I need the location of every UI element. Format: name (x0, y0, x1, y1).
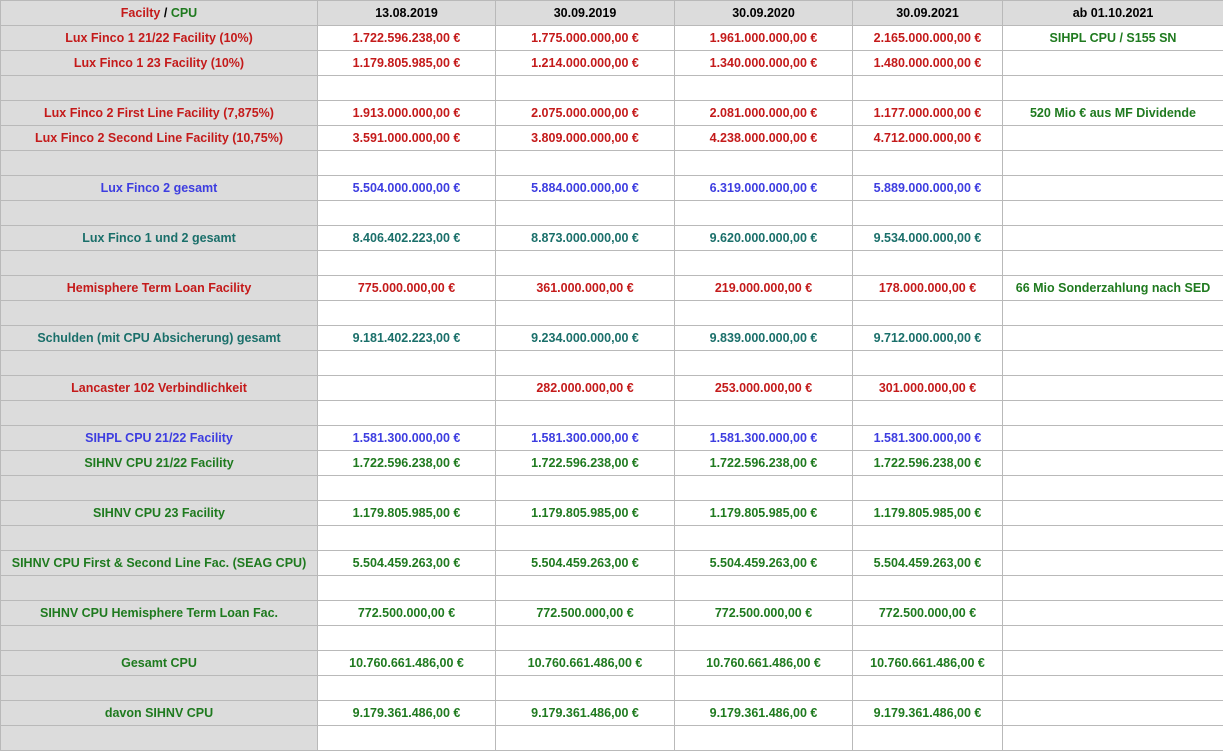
value-cell[interactable]: 253.000.000,00 € (675, 376, 853, 401)
row-label-cell[interactable] (1, 576, 318, 601)
value-cell[interactable]: 10.760.661.486,00 € (496, 651, 675, 676)
note-cell[interactable] (1003, 551, 1223, 576)
table-body (1, 26, 1223, 751)
row-label-cell[interactable] (1, 526, 318, 551)
note-cell[interactable] (1003, 126, 1223, 151)
value-cell[interactable] (853, 526, 1003, 551)
value-cell[interactable]: 5.504.459.263,00 € (318, 551, 496, 576)
value-cell[interactable]: 1.581.300.000,00 € (496, 426, 675, 451)
value-cell[interactable] (318, 251, 496, 276)
value-cell[interactable]: 9.839.000.000,00 € (675, 326, 853, 351)
value-cell[interactable]: 361.000.000,00 € (496, 276, 675, 301)
value-cell[interactable]: 4.712.000.000,00 € (853, 126, 1003, 151)
header-cpu-label: CPU (171, 6, 197, 20)
value-cell[interactable]: 1.179.805.985,00 € (318, 501, 496, 526)
row-label-cell[interactable]: Lancaster 102 Verbindlichkeit (1, 376, 318, 401)
value-cell[interactable]: 10.760.661.486,00 € (318, 651, 496, 676)
row-label-cell[interactable]: SIHNV CPU First & Second Line Fac. (SEAG CPU) (1, 551, 318, 576)
value-cell[interactable]: 6.319.000.000,00 € (675, 176, 853, 201)
value-cell[interactable]: 5.504.459.263,00 € (675, 551, 853, 576)
note-cell[interactable] (1003, 526, 1223, 551)
value-cell[interactable] (318, 676, 496, 701)
table-row (1, 676, 1223, 701)
value-cell[interactable]: 1.340.000.000,00 € (675, 51, 853, 76)
value-cell[interactable] (318, 726, 496, 751)
value-cell[interactable] (318, 376, 496, 401)
note-cell[interactable] (1003, 176, 1223, 201)
value-cell[interactable] (853, 301, 1003, 326)
row-label-cell[interactable]: Lux Finco 1 und 2 gesamt (1, 226, 318, 251)
note-cell[interactable] (1003, 651, 1223, 676)
value-cell[interactable]: 3.809.000.000,00 € (496, 126, 675, 151)
value-cell[interactable] (675, 726, 853, 751)
row-label-cell[interactable]: Lux Finco 2 gesamt (1, 176, 318, 201)
row-label-cell[interactable]: Lux Finco 1 21/22 Facility (10%) (1, 26, 318, 51)
value-cell[interactable] (496, 76, 675, 101)
value-cell[interactable] (318, 576, 496, 601)
value-cell[interactable]: 1.961.000.000,00 € (675, 26, 853, 51)
value-cell[interactable] (853, 476, 1003, 501)
value-cell[interactable]: 1.179.805.985,00 € (318, 51, 496, 76)
value-cell[interactable]: 9.234.000.000,00 € (496, 326, 675, 351)
note-cell[interactable]: 520 Mio € aus MF Dividende (1003, 101, 1223, 126)
table-row (1, 526, 1223, 551)
value-cell[interactable]: 5.504.000.000,00 € (318, 176, 496, 201)
value-cell[interactable]: 772.500.000,00 € (318, 601, 496, 626)
row-label-cell[interactable]: SIHNV CPU Hemisphere Term Loan Fac. (1, 601, 318, 626)
value-cell[interactable] (853, 401, 1003, 426)
value-cell[interactable] (496, 576, 675, 601)
value-cell[interactable]: 1.480.000.000,00 € (853, 51, 1003, 76)
row-label-cell[interactable] (1, 726, 318, 751)
value-cell[interactable] (675, 251, 853, 276)
row-label-cell[interactable] (1, 676, 318, 701)
value-cell[interactable]: 9.712.000.000,00 € (853, 326, 1003, 351)
value-cell[interactable] (675, 576, 853, 601)
header-date-3[interactable]: 30.09.2020 (675, 1, 853, 26)
row-label-cell[interactable] (1, 301, 318, 326)
note-cell[interactable] (1003, 326, 1223, 351)
row-label-cell[interactable]: SIHNV CPU 21/22 Facility (1, 451, 318, 476)
header-separator: / (160, 6, 170, 20)
table-row (1, 326, 1223, 351)
table-row (1, 301, 1223, 326)
note-cell[interactable] (1003, 401, 1223, 426)
value-cell[interactable] (318, 526, 496, 551)
header-note[interactable]: ab 01.10.2021 (1003, 1, 1223, 26)
table-row (1, 76, 1223, 101)
value-cell[interactable]: 1.581.300.000,00 € (853, 426, 1003, 451)
header-facility-cpu[interactable] (1, 1, 318, 26)
value-cell[interactable] (853, 626, 1003, 651)
row-label-cell[interactable]: SIHPL CPU 21/22 Facility (1, 426, 318, 451)
table-row (1, 426, 1223, 451)
value-cell[interactable]: 1.722.596.238,00 € (318, 26, 496, 51)
value-cell[interactable]: 9.179.361.486,00 € (318, 701, 496, 726)
value-cell[interactable]: 1.722.596.238,00 € (496, 451, 675, 476)
table-row (1, 351, 1223, 376)
value-cell[interactable]: 2.081.000.000,00 € (675, 101, 853, 126)
note-cell[interactable] (1003, 151, 1223, 176)
table-row (1, 51, 1223, 76)
value-cell[interactable]: 219.000.000,00 € (675, 276, 853, 301)
value-cell[interactable]: 1.722.596.238,00 € (853, 451, 1003, 476)
row-label-cell[interactable]: Hemisphere Term Loan Facility (1, 276, 318, 301)
value-cell[interactable]: 1.179.805.985,00 € (496, 501, 675, 526)
value-cell[interactable]: 9.179.361.486,00 € (675, 701, 853, 726)
note-cell[interactable] (1003, 51, 1223, 76)
header-facility-label: Facilty (121, 6, 161, 20)
header-row (1, 1, 1223, 26)
row-label-cell[interactable]: davon SIHNV CPU (1, 701, 318, 726)
table-row (1, 401, 1223, 426)
value-cell[interactable]: 301.000.000,00 € (853, 376, 1003, 401)
value-cell[interactable] (496, 476, 675, 501)
value-cell[interactable]: 1.214.000.000,00 € (496, 51, 675, 76)
value-cell[interactable] (318, 401, 496, 426)
table-row (1, 251, 1223, 276)
value-cell[interactable]: 2.075.000.000,00 € (496, 101, 675, 126)
value-cell[interactable]: 9.620.000.000,00 € (675, 226, 853, 251)
value-cell[interactable] (853, 151, 1003, 176)
value-cell[interactable]: 1.581.300.000,00 € (318, 426, 496, 451)
value-cell[interactable]: 5.889.000.000,00 € (853, 176, 1003, 201)
value-cell[interactable] (853, 351, 1003, 376)
value-cell[interactable] (675, 201, 853, 226)
value-cell[interactable] (496, 726, 675, 751)
note-cell[interactable] (1003, 201, 1223, 226)
value-cell[interactable] (496, 351, 675, 376)
value-cell[interactable] (496, 201, 675, 226)
row-label-cell[interactable] (1, 201, 318, 226)
table-row (1, 176, 1223, 201)
table-row (1, 576, 1223, 601)
value-cell[interactable] (496, 251, 675, 276)
value-cell[interactable] (853, 576, 1003, 601)
header-date-2[interactable]: 30.09.2019 (496, 1, 675, 26)
note-cell[interactable] (1003, 676, 1223, 701)
value-cell[interactable]: 9.179.361.486,00 € (853, 701, 1003, 726)
value-cell[interactable] (675, 626, 853, 651)
value-cell[interactable]: 1.179.805.985,00 € (853, 501, 1003, 526)
value-cell[interactable]: 1.913.000.000,00 € (318, 101, 496, 126)
row-label-cell[interactable] (1, 251, 318, 276)
value-cell[interactable]: 1.581.300.000,00 € (675, 426, 853, 451)
table-row (1, 701, 1223, 726)
table-row (1, 101, 1223, 126)
value-cell[interactable]: 1.775.000.000,00 € (496, 26, 675, 51)
note-cell[interactable] (1003, 451, 1223, 476)
note-cell[interactable] (1003, 301, 1223, 326)
table-row (1, 126, 1223, 151)
value-cell[interactable] (675, 351, 853, 376)
row-label-cell[interactable]: Lux Finco 2 First Line Facility (7,875%) (1, 101, 318, 126)
value-cell[interactable] (496, 626, 675, 651)
note-cell[interactable] (1003, 726, 1223, 751)
value-cell[interactable]: 775.000.000,00 € (318, 276, 496, 301)
value-cell[interactable]: 178.000.000,00 € (853, 276, 1003, 301)
value-cell[interactable] (675, 151, 853, 176)
value-cell[interactable]: 9.181.402.223,00 € (318, 326, 496, 351)
value-cell[interactable]: 772.500.000,00 € (853, 601, 1003, 626)
note-cell[interactable] (1003, 251, 1223, 276)
value-cell[interactable]: 1.722.596.238,00 € (318, 451, 496, 476)
note-cell[interactable]: 66 Mio Sonderzahlung nach SED (1003, 276, 1223, 301)
value-cell[interactable]: 9.179.361.486,00 € (496, 701, 675, 726)
note-cell[interactable] (1003, 376, 1223, 401)
value-cell[interactable]: 4.238.000.000,00 € (675, 126, 853, 151)
note-cell[interactable] (1003, 576, 1223, 601)
value-cell[interactable]: 2.165.000.000,00 € (853, 26, 1003, 51)
value-cell[interactable] (496, 301, 675, 326)
value-cell[interactable] (318, 201, 496, 226)
table-row (1, 226, 1223, 251)
table-row (1, 551, 1223, 576)
value-cell[interactable] (318, 301, 496, 326)
table-row (1, 151, 1223, 176)
table-row (1, 726, 1223, 751)
table-row (1, 626, 1223, 651)
value-cell[interactable]: 10.760.661.486,00 € (853, 651, 1003, 676)
value-cell[interactable] (675, 401, 853, 426)
value-cell[interactable] (318, 476, 496, 501)
table-row (1, 651, 1223, 676)
row-label-cell[interactable] (1, 151, 318, 176)
row-label-cell[interactable]: Lux Finco 1 23 Facility (10%) (1, 51, 318, 76)
row-label-cell[interactable]: Schulden (mit CPU Absicherung) gesamt (1, 326, 318, 351)
row-label-cell[interactable] (1, 476, 318, 501)
note-cell[interactable] (1003, 426, 1223, 451)
header-date-1[interactable]: 13.08.2019 (318, 1, 496, 26)
value-cell[interactable] (853, 676, 1003, 701)
table-row (1, 26, 1223, 51)
value-cell[interactable]: 5.504.459.263,00 € (496, 551, 675, 576)
value-cell[interactable] (318, 76, 496, 101)
table-row (1, 376, 1223, 401)
row-label-cell[interactable] (1, 76, 318, 101)
value-cell[interactable]: 772.500.000,00 € (496, 601, 675, 626)
row-label-cell[interactable] (1, 401, 318, 426)
value-cell[interactable] (675, 526, 853, 551)
value-cell[interactable] (496, 151, 675, 176)
value-cell[interactable]: 772.500.000,00 € (675, 601, 853, 626)
row-label-cell[interactable]: Lux Finco 2 Second Line Facility (10,75%) (1, 126, 318, 151)
row-label-cell[interactable]: SIHNV CPU 23 Facility (1, 501, 318, 526)
note-cell[interactable] (1003, 626, 1223, 651)
value-cell[interactable] (496, 401, 675, 426)
note-cell[interactable] (1003, 601, 1223, 626)
value-cell[interactable]: 5.884.000.000,00 € (496, 176, 675, 201)
table-row (1, 501, 1223, 526)
note-cell[interactable] (1003, 701, 1223, 726)
value-cell[interactable] (496, 676, 675, 701)
value-cell[interactable]: 5.504.459.263,00 € (853, 551, 1003, 576)
header-date-4[interactable]: 30.09.2021 (853, 1, 1003, 26)
table-row (1, 476, 1223, 501)
value-cell[interactable] (853, 251, 1003, 276)
table-row (1, 201, 1223, 226)
note-cell[interactable] (1003, 351, 1223, 376)
value-cell[interactable]: 8.873.000.000,00 € (496, 226, 675, 251)
value-cell[interactable] (675, 676, 853, 701)
row-label-cell[interactable] (1, 626, 318, 651)
note-cell[interactable] (1003, 226, 1223, 251)
value-cell[interactable]: 1.177.000.000,00 € (853, 101, 1003, 126)
value-cell[interactable]: 9.534.000.000,00 € (853, 226, 1003, 251)
value-cell[interactable] (496, 526, 675, 551)
row-label-cell[interactable] (1, 351, 318, 376)
value-cell[interactable] (853, 76, 1003, 101)
value-cell[interactable] (675, 476, 853, 501)
value-cell[interactable]: 1.179.805.985,00 € (675, 501, 853, 526)
value-cell[interactable]: 282.000.000,00 € (496, 376, 675, 401)
value-cell[interactable]: 3.591.000.000,00 € (318, 126, 496, 151)
value-cell[interactable] (675, 301, 853, 326)
table-row (1, 276, 1223, 301)
value-cell[interactable] (318, 151, 496, 176)
value-cell[interactable] (318, 626, 496, 651)
value-cell[interactable] (318, 351, 496, 376)
value-cell[interactable] (853, 726, 1003, 751)
note-cell[interactable] (1003, 76, 1223, 101)
value-cell[interactable]: 8.406.402.223,00 € (318, 226, 496, 251)
value-cell[interactable] (853, 201, 1003, 226)
table-row (1, 451, 1223, 476)
value-cell[interactable] (675, 76, 853, 101)
value-cell[interactable]: 10.760.661.486,00 € (675, 651, 853, 676)
row-label-cell[interactable]: Gesamt CPU (1, 651, 318, 676)
table-row (1, 601, 1223, 626)
value-cell[interactable]: 1.722.596.238,00 € (675, 451, 853, 476)
note-cell[interactable] (1003, 501, 1223, 526)
note-cell[interactable] (1003, 476, 1223, 501)
note-cell[interactable]: SIHPL CPU / S155 SN (1003, 26, 1223, 51)
